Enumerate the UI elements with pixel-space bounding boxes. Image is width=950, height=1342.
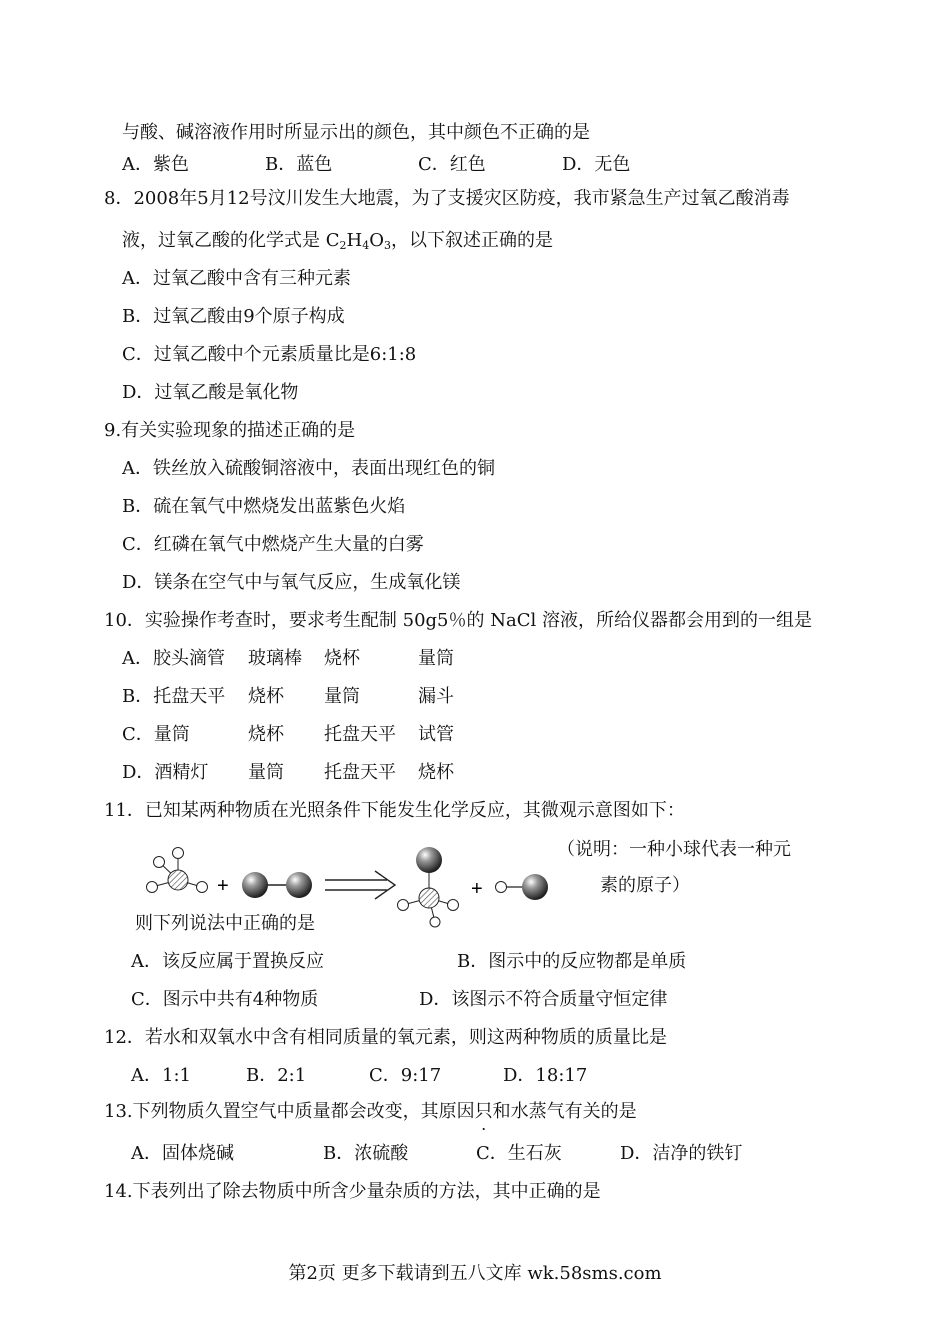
q11-note-line2: 素的原子） bbox=[600, 875, 690, 896]
q9-option-b: B．硫在氧气中燃烧发出蓝紫色火焰 bbox=[122, 496, 406, 517]
q7-option-d: D．无色 bbox=[562, 154, 631, 175]
dark-atom bbox=[416, 847, 442, 873]
q8-stem-line1: 8．2008年5月12号汶川发生大地震，为了支援灾区防疫，我市紧急生产过氧乙酸消毒 bbox=[104, 188, 790, 209]
q13-option-d: D．洁净的铁钉 bbox=[620, 1143, 743, 1164]
q8-stem-text: 液，过氧乙酸的化学式是 C bbox=[122, 230, 340, 251]
q13-option-a: A．固体烧碱 bbox=[131, 1143, 234, 1164]
q9-option-a: A．铁丝放入硫酸铜溶液中，表面出现红色的铜 bbox=[122, 458, 495, 479]
small-atom bbox=[398, 900, 409, 911]
small-atom bbox=[147, 882, 158, 893]
q10-stem: 10．实验操作考查时，要求考生配制 50g5％的 NaCl 溶液，所给仪器都会用到的一组是 bbox=[104, 610, 812, 631]
formula-subscript: 4 bbox=[362, 239, 370, 252]
q10-cell: 量筒 bbox=[248, 762, 284, 783]
q12-stem: 12．若水和双氧水中含有相同质量的氧元素，则这两种物质的质量比是 bbox=[104, 1027, 667, 1048]
small-atom bbox=[448, 900, 459, 911]
q11-note-line1: （说明：一种小球代表一种元 bbox=[557, 839, 791, 860]
q10-cell: 漏斗 bbox=[418, 686, 454, 707]
q10-cell: 烧杯 bbox=[248, 724, 284, 745]
q13-option-b: B．浓硫酸 bbox=[323, 1143, 409, 1164]
q9-option-d: D．镁条在空气中与氧气反应，生成氧化镁 bbox=[122, 572, 461, 593]
q11-option-d: D．该图示不符合质量守恒定律 bbox=[419, 989, 668, 1010]
q10-cell: 托盘天平 bbox=[324, 762, 396, 783]
dark-atom bbox=[286, 872, 312, 898]
q11-stem: 11．已知某两种物质在光照条件下能发生化学反应，其微观示意图如下： bbox=[104, 800, 685, 821]
q11-option-c: C．图示中共有4种物质 bbox=[131, 989, 319, 1010]
q11-sub-stem: 则下列说法中正确的是 bbox=[135, 913, 315, 934]
q8-stem-line2 bbox=[122, 229, 553, 258]
q12-option-c: C．9:17 bbox=[369, 1065, 442, 1086]
q8-stem-text: ，以下叙述正确的是 bbox=[390, 230, 553, 251]
q13-stem bbox=[104, 1100, 637, 1124]
q10-cell: 烧杯 bbox=[418, 762, 454, 783]
hatched-atom bbox=[168, 870, 188, 890]
q11-option-b: B．图示中的反应物都是单质 bbox=[457, 951, 687, 972]
q8-option-a: A．过氧乙酸中含有三种元素 bbox=[122, 268, 351, 289]
hatched-atom bbox=[419, 888, 439, 908]
q9-option-c: C．红磷在氧气中燃烧产生大量的白雾 bbox=[122, 534, 424, 555]
q12-option-d: D．18:17 bbox=[503, 1065, 588, 1086]
q10-cell: A．胶头滴管 bbox=[122, 648, 225, 669]
formula-subscript: 3 bbox=[383, 239, 391, 252]
small-atom bbox=[197, 882, 208, 893]
small-atom bbox=[173, 848, 184, 859]
q10-cell: 量筒 bbox=[324, 686, 360, 707]
product-molecule-2 bbox=[496, 874, 549, 900]
formula-element: H bbox=[346, 230, 363, 251]
plus-sign: + bbox=[217, 875, 229, 897]
q10-cell: B．托盘天平 bbox=[122, 686, 226, 707]
formula-subscript: 2 bbox=[339, 239, 347, 252]
q7-option-b: B．蓝色 bbox=[265, 154, 333, 175]
q8-option-d: D．过氧乙酸是氧化物 bbox=[122, 382, 299, 403]
formula-element: O bbox=[369, 230, 384, 251]
q12-option-b: B．2:1 bbox=[246, 1065, 307, 1086]
q11-option-a: A．该反应属于置换反应 bbox=[131, 951, 324, 972]
q10-cell: D．酒精灯 bbox=[122, 762, 209, 783]
q10-cell: 烧杯 bbox=[324, 648, 360, 669]
q8-option-c: C．过氧乙酸中个元素质量比是6:1:8 bbox=[122, 344, 417, 365]
q10-cell: 试管 bbox=[418, 724, 454, 745]
q7-stem: 与酸、碱溶液作用时所显示出的颜色，其中颜色不正确的是 bbox=[122, 122, 590, 143]
q13-option-c: C．生石灰 bbox=[476, 1143, 562, 1164]
q10-cell: C．量筒 bbox=[122, 724, 190, 745]
q13-stem-text: 和水蒸气有关的是 bbox=[492, 1101, 637, 1122]
q10-cell: 烧杯 bbox=[248, 686, 284, 707]
q8-option-b: B．过氧乙酸由9个原子构成 bbox=[122, 306, 345, 327]
small-atom bbox=[496, 882, 507, 893]
q9-stem: 9.有关实验现象的描述正确的是 bbox=[104, 420, 356, 441]
dark-atom bbox=[522, 874, 548, 900]
q13-stem-text: 13.下列物质久置空气中质量都会改变，其原因 bbox=[104, 1101, 475, 1122]
q14-stem: 14.下表列出了除去物质中所含少量杂质的方法，其中正确的是 bbox=[104, 1181, 601, 1202]
reactant-molecule-1 bbox=[147, 848, 208, 893]
small-atom bbox=[430, 917, 440, 927]
q12-option-a: A．1:1 bbox=[131, 1065, 191, 1086]
q10-cell: 量筒 bbox=[418, 648, 454, 669]
reaction-arrow bbox=[325, 871, 395, 899]
page-footer: 第2页 更多下载请到五八文库 wk.58sms.com bbox=[288, 1263, 662, 1284]
emphasis-char: 只 bbox=[474, 1101, 493, 1122]
product-molecule-1 bbox=[398, 847, 459, 927]
plus-sign: + bbox=[471, 878, 483, 900]
q10-cell: 玻璃棒 bbox=[248, 648, 302, 669]
reactant-molecule-2 bbox=[242, 872, 312, 898]
q7-option-a: A．紫色 bbox=[122, 154, 189, 175]
dark-atom bbox=[242, 872, 268, 898]
small-atom bbox=[154, 857, 165, 868]
q10-cell: 托盘天平 bbox=[324, 724, 396, 745]
q7-option-c: C．红色 bbox=[418, 154, 486, 175]
